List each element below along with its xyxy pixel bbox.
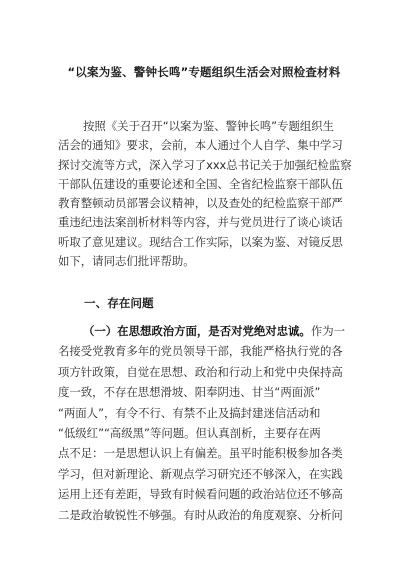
paragraph-line: 学习，但对新理论、新观点学习研究还不够深入，在实践 xyxy=(58,466,343,481)
paragraph-line: 运用上还有差距，导致有时候看问题的政治站位还不够高 xyxy=(58,487,343,502)
paragraph-line: 如下，请同志们批评帮助。 xyxy=(58,254,195,269)
paragraph-line: 点不足：一是思想认识上有偏差。虽平时能积极参加各类 xyxy=(58,446,343,461)
paragraph-line: 活会的通知》要求，会前，本人通过个人自学、集中学习 xyxy=(58,138,343,153)
paragraph-line: 二是政治敏锐性不够强。有时从政治的角度观察、分析问 xyxy=(58,507,343,522)
paragraph-line: 项方针政策，自觉在思想、政治和行动上和党中央保持高 xyxy=(58,364,343,379)
paragraph-line: 按照《关于召开“以案为鉴、警钟长鸣”专题组织生 xyxy=(83,119,335,133)
paragraph-line: 重违纪违法案剖析材料等内容，并与党员进行了谈心谈话 xyxy=(58,215,343,230)
paragraph-line: 干部队伍建设的重要论述和全国、全省纪检监察干部队伍 xyxy=(58,176,343,191)
paragraph-line: 度一致，不存在思想滑坡、阳奉阴违、甘当“两面派” xyxy=(58,385,321,400)
paragraph-line-first xyxy=(58,321,356,341)
paragraph-line: 探讨交流等方式，深入学习了xxx总书记关于加强纪检监察 xyxy=(58,157,352,172)
subsection-lead: （一）在思想政治方面，是否对党绝对忠诚。 xyxy=(83,324,311,338)
intro-paragraph xyxy=(58,117,356,271)
subsection-paragraph xyxy=(58,321,356,525)
paragraph-line: “两面人”，有令不行、有禁不止及搞封建迷信活动和 xyxy=(58,405,321,420)
paragraph-line: 听取了意见建议。现结合工作实际，以案为鉴、对镜反思 xyxy=(58,234,343,249)
document-title: “以案为鉴、警钟长鸣”专题组织生活会对照检查材料 xyxy=(67,65,341,79)
paragraph-line: 名接受党教育多年的党员领导干部，我能严格执行党的各 xyxy=(58,344,343,359)
section-heading: 一、存在问题 xyxy=(84,296,154,310)
paragraph-text: 作为一 xyxy=(310,324,346,338)
paragraph-line: 教育整顿动员部署会议精神，以及查处的纪检监察干部严 xyxy=(58,196,343,211)
paragraph-line: “低级红”“高级黑”等问题。但认真剖析，主要存在两 xyxy=(58,426,321,441)
